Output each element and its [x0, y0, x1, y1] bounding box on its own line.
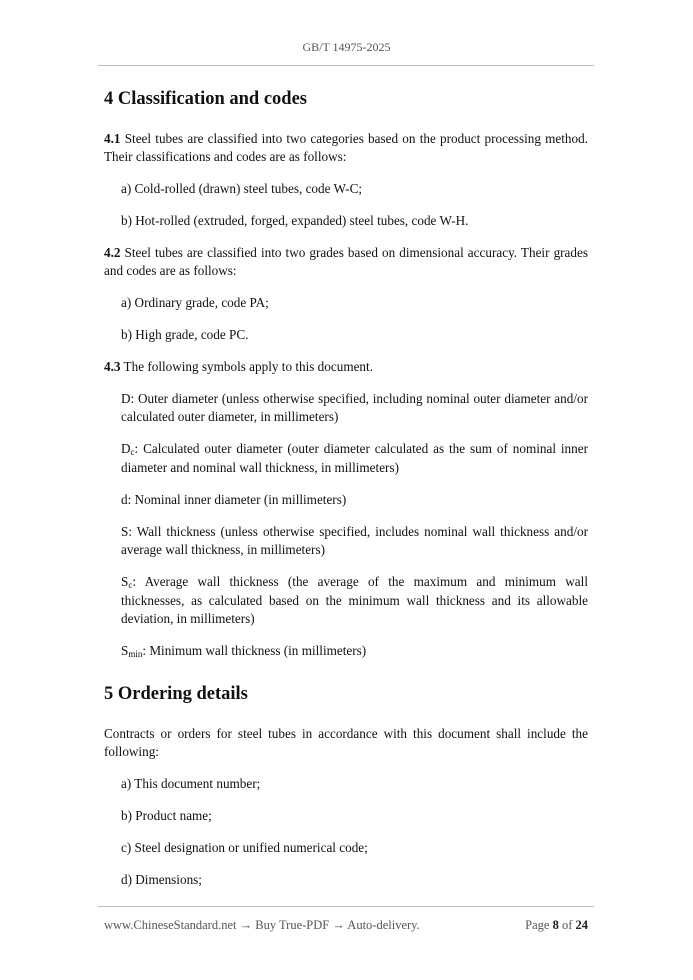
symbol-subscript: c [128, 580, 133, 590]
symbol-definition-D: D: Outer diameter (unless otherwise specified, including nominal outer diameter and/or calculated outer diameter, in millimeters) [121, 391, 588, 424]
symbol-definition-Smin [104, 642, 588, 661]
clause-text: Steel tubes are classified into two grades based on dimensional accuracy. Their grades and codes are as follows: [104, 245, 588, 278]
clause-text: The following symbols apply to this document. [120, 359, 373, 374]
list-item: a) Cold-rolled (drawn) steel tubes, code W-C; [121, 181, 363, 196]
list-item: d) Dimensions; [121, 872, 202, 887]
list-item: a) This document number; [121, 776, 261, 791]
clause-number: 4.2 [104, 245, 121, 260]
symbol-definition-d: d: Nominal inner diameter (in millimeters) [121, 492, 347, 507]
definition-text: : Minimum wall thickness (in millimeters) [142, 643, 367, 658]
symbol-definition-Sc [104, 573, 588, 628]
clause-number: 4.3 [104, 359, 121, 374]
symbol-subscript: c [130, 447, 135, 457]
list-item: b) Hot-rolled (extruded, forged, expanded) steel tubes, code W-H. [121, 213, 469, 228]
list-item: c) Steel designation or unified numerical code; [121, 840, 368, 855]
footer-promo-text: → Buy True-PDF → Auto-delivery. [236, 918, 420, 932]
of-label: of [558, 918, 576, 932]
page-number: 8 [552, 918, 559, 932]
definition-text: : Average wall thickness (the average of the maximum and minimum wall thicknesses, as calculated based on the minimum wall thickness and its allowable deviation, in millimeters) [121, 574, 588, 626]
section-4-heading: 4 Classification and codes [104, 89, 308, 109]
section-5-heading: 5 Ordering details [104, 684, 248, 704]
website-link[interactable]: www.ChineseStandard.net [104, 918, 237, 932]
header-rule [98, 65, 594, 66]
symbol: D [121, 441, 131, 456]
symbol-subscript: min [128, 649, 143, 659]
page-indicator [525, 918, 588, 933]
symbol-definition-S: S: Wall thickness (unless otherwise specified, includes nominal wall thickness and/or average wall thickness, in millimeters) [121, 524, 588, 557]
list-item: b) High grade, code PC. [121, 327, 249, 342]
clause-4-3 [104, 358, 588, 376]
section-5-intro: Contracts or orders for steel tubes in accordance with this document shall include the following: [104, 726, 588, 759]
page-total: 24 [575, 918, 588, 932]
footer-promo [104, 918, 420, 933]
page-body [104, 86, 588, 889]
list-item: a) Ordinary grade, code PA; [121, 295, 269, 310]
symbol: S [121, 574, 129, 589]
clause-text: Steel tubes are classified into two categories based on the product processing method. Their classifications and codes are as follows: [104, 131, 588, 164]
symbol: S [121, 643, 129, 658]
clause-4-2 [104, 244, 588, 280]
clause-4-1 [104, 130, 588, 166]
definition-text: : Calculated outer diameter (outer diameter calculated as the sum of nominal inner diameter and nominal wall thickness, in millimeters) [121, 441, 588, 475]
page-label: Page [525, 918, 553, 932]
list-item: b) Product name; [121, 808, 212, 823]
symbol-definition-Dc [104, 440, 588, 477]
footer-rule [98, 906, 594, 907]
running-header: GB/T 14975-2025 [302, 40, 391, 54]
clause-number: 4.1 [104, 131, 121, 146]
